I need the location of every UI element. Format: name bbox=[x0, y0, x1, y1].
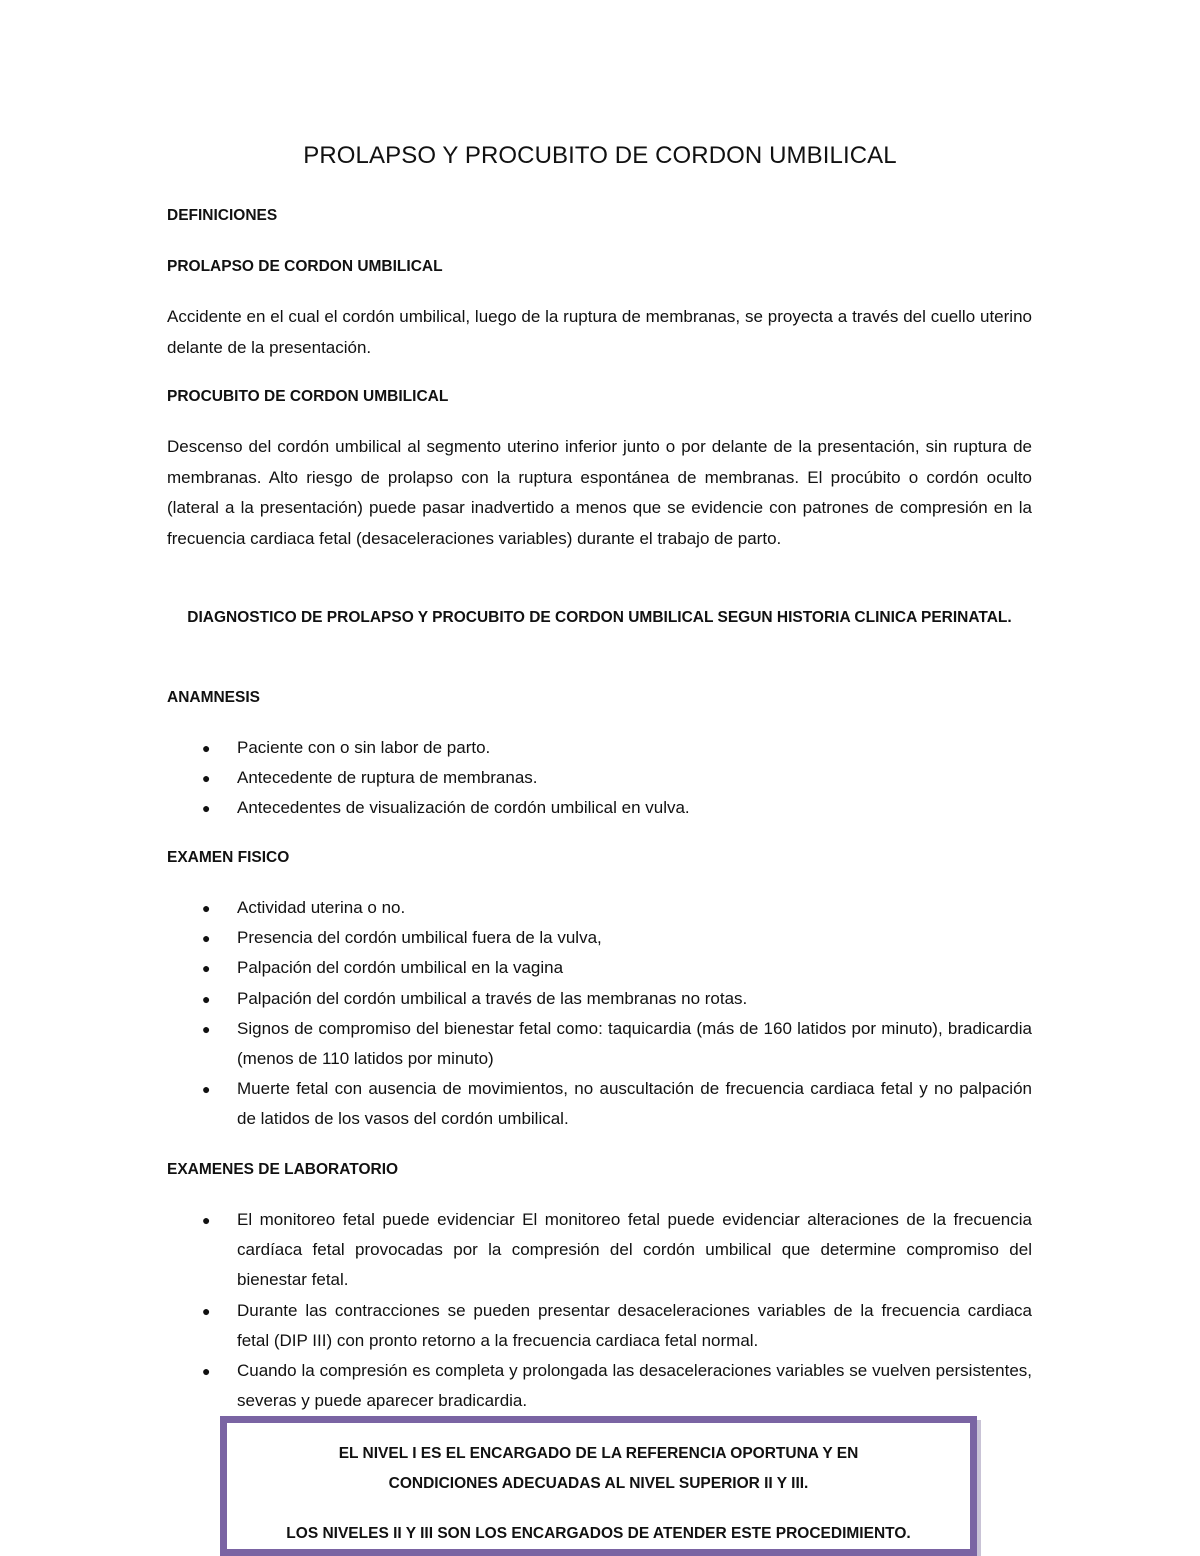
list-item: ● Antecedentes de visualización de cordón umbilical en vulva. bbox=[237, 793, 1032, 823]
bullet-icon: ● bbox=[202, 960, 211, 977]
definitions-heading: DEFINICIONES bbox=[167, 207, 278, 224]
laboratorio-list bbox=[202, 1205, 1032, 1416]
diagnostico-heading: DIAGNOSTICO DE PROLAPSO Y PROCUBITO DE CORDON UMBILICAL SEGUN HISTORIA CLINICA PERINATAL. bbox=[187, 609, 1012, 626]
anamnesis-heading: ANAMNESIS bbox=[167, 689, 261, 706]
list-item: ● Antecedente de ruptura de membranas. bbox=[237, 763, 1032, 793]
laboratorio-heading: EXAMENES DE LABORATORIO bbox=[167, 1161, 399, 1178]
prolapso-heading: PROLAPSO DE CORDON UMBILICAL bbox=[167, 258, 443, 275]
referral-callout-box bbox=[220, 1416, 977, 1556]
procubito-heading: PROCUBITO DE CORDON UMBILICAL bbox=[167, 388, 449, 405]
bullet-icon: ● bbox=[202, 1081, 211, 1098]
list-item: ● Cuando la compresión es completa y prolongada las desaceleraciones variables se vuelven persistentes, severas y puede aparecer bradicardia. bbox=[237, 1356, 1032, 1416]
list-item: ● Muerte fetal con ausencia de movimientos, no auscultación de frecuencia cardiaca fetal y no palpación de latidos de los vasos del cordón umbilical. bbox=[237, 1074, 1032, 1134]
bullet-icon: ● bbox=[202, 930, 211, 947]
bullet-icon: ● bbox=[202, 1212, 211, 1228]
examen-fisico-heading: EXAMEN FISICO bbox=[167, 849, 290, 866]
bullet-icon: ● bbox=[202, 1302, 211, 1319]
callout-line-1: EL NIVEL I ES EL ENCARGADO DE LA REFERENCIA OPORTUNA Y EN bbox=[338, 1445, 859, 1462]
procubito-definition: Descenso del cordón umbilical al segmento uterino inferior junto o por delante de la presentación, sin ruptura de membranas. Alto riesgo de prolapso con la ruptura espontánea de membranas. El procúbito o cordón oculto (lateral a la presentación) puede pasar inadvertido a menos que se evidencie con patrones de compresión en la frecuencia cardiaca fetal (desaceleraciones variables) durante el trabajo de parto. bbox=[167, 437, 1032, 548]
bullet-icon: ● bbox=[202, 1363, 211, 1380]
list-item: ● Durante las contracciones se pueden presentar desaceleraciones variables de la frecuencia cardiaca fetal (DIP III) con pronto retorno a la frecuencia cardiaca fetal normal. bbox=[237, 1296, 1032, 1356]
bullet-icon: ● bbox=[202, 740, 211, 756]
anamnesis-list bbox=[202, 733, 1032, 824]
callout-line-2: CONDICIONES ADECUADAS AL NIVEL SUPERIOR II Y III. bbox=[388, 1475, 809, 1492]
list-item: ● Palpación del cordón umbilical a través de las membranas no rotas. bbox=[237, 984, 1032, 1014]
list-item: ● Actividad uterina o no. bbox=[237, 893, 1032, 923]
bullet-icon: ● bbox=[202, 900, 211, 916]
callout-line-3: LOS NIVELES II Y III SON LOS ENCARGADOS DE ATENDER ESTE PROCEDIMIENTO. bbox=[286, 1525, 911, 1542]
prolapso-definition: Accidente en el cual el cordón umbilical, luego de la ruptura de membranas, se proyecta a través del cuello uterino delante de la presentación. bbox=[167, 307, 1032, 357]
bullet-icon: ● bbox=[202, 800, 211, 817]
list-item: ● El monitoreo fetal puede evidenciar El monitoreo fetal puede evidenciar alteraciones de la frecuencia cardíaca fetal provocadas por la compresión del cordón umbilical que determine compromiso del bienestar fetal. bbox=[237, 1205, 1032, 1296]
bullet-icon: ● bbox=[202, 990, 211, 1007]
document-title: PROLAPSO Y PROCUBITO DE CORDON UMBILICAL bbox=[303, 142, 897, 169]
list-item: ● Signos de compromiso del bienestar fetal como: taquicardia (más de 160 latidos por minuto), bradicardia (menos de 110 latidos por minuto) bbox=[237, 1014, 1032, 1074]
bullet-icon: ● bbox=[202, 1020, 211, 1037]
bullet-icon: ● bbox=[202, 770, 211, 787]
list-item: ● Paciente con o sin labor de parto. bbox=[237, 733, 1032, 763]
examen-fisico-list bbox=[202, 893, 1032, 1135]
list-item: ● Presencia del cordón umbilical fuera de la vulva, bbox=[237, 923, 1032, 953]
list-item: ● Palpación del cordón umbilical en la vagina bbox=[237, 953, 1032, 983]
